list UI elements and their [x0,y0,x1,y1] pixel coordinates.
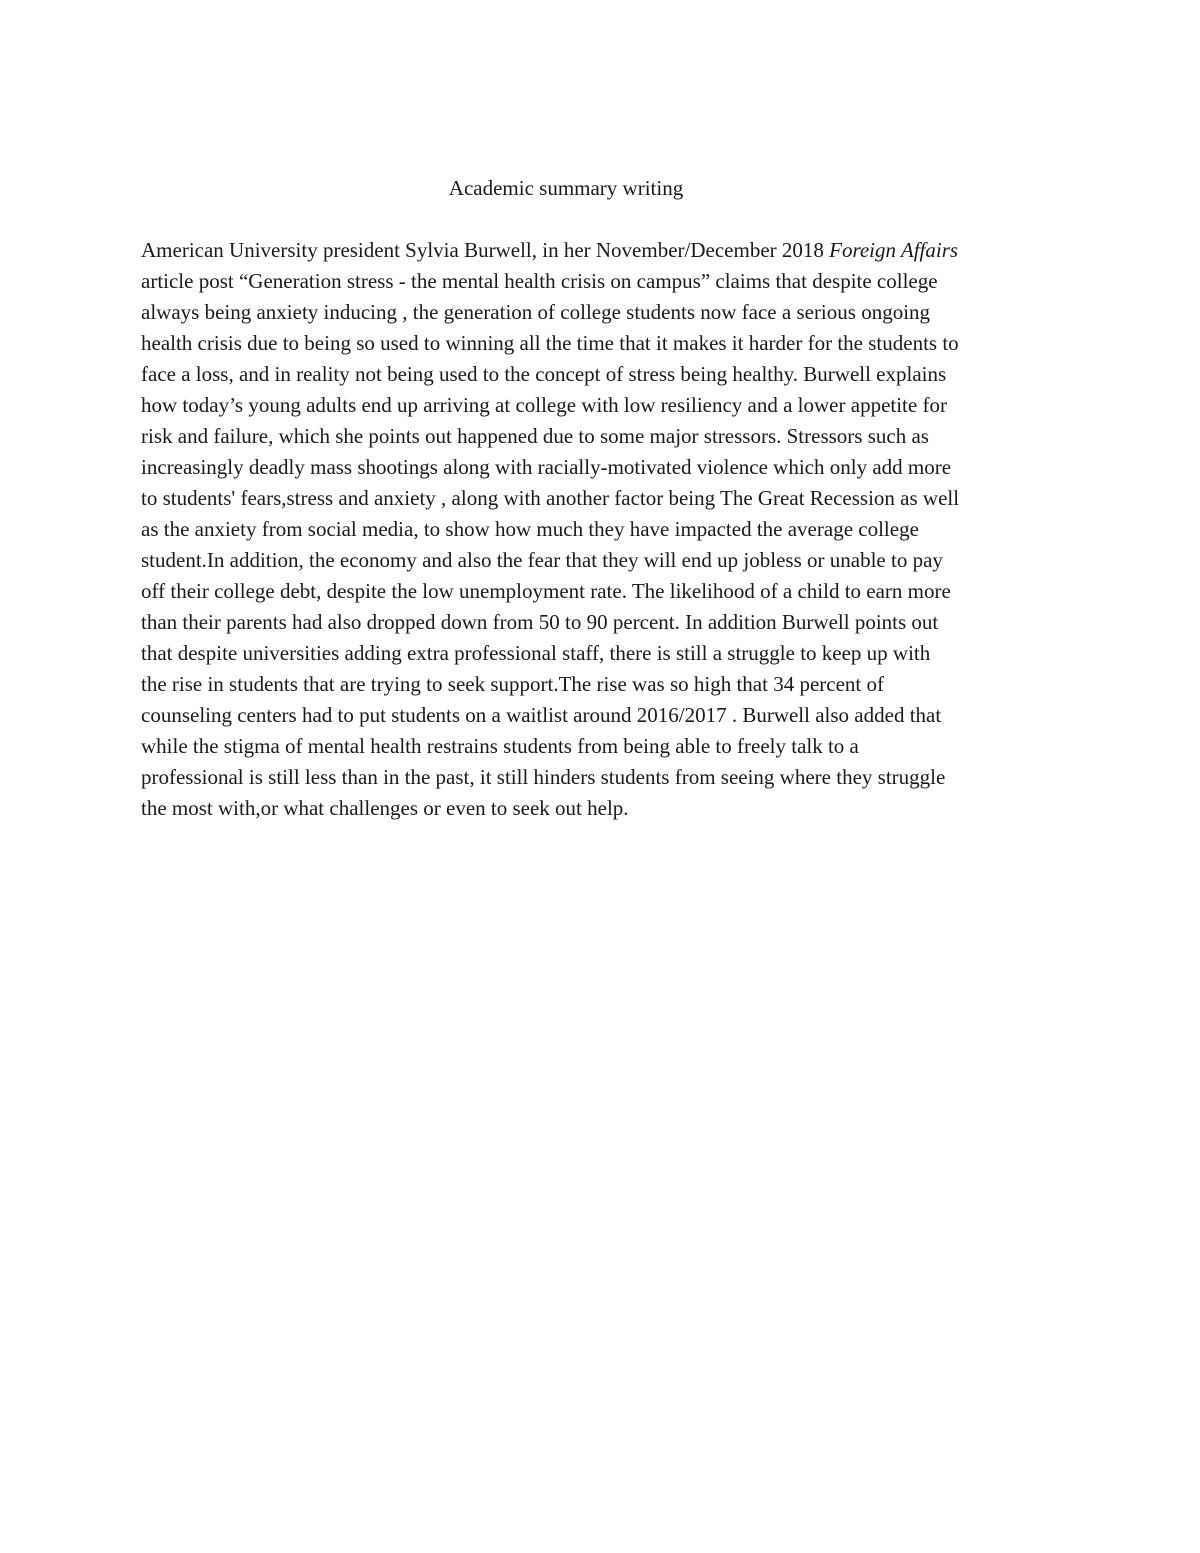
paragraph-line [141,669,1081,700]
document-title: Academic summary writing [448,176,684,200]
paragraph-line [141,452,1081,483]
paragraph-line [141,762,1081,793]
paragraph-line-text: off their college debt, despite the low unemployment rate. The likelihood of a child to earn more [141,579,951,603]
paragraph-line [141,700,1081,731]
paragraph-line-text: while the stigma of mental health restrains students from being able to freely talk to a [141,734,859,758]
paragraph-line [141,390,1081,421]
paragraph-line [141,576,1081,607]
paragraph-line [141,421,1081,452]
paragraph-line-text: increasingly deadly mass shootings along with racially-motivated violence which only add more [141,455,952,479]
paragraph-line-text: American University president Sylvia Burwell, in her November/December 2018 [141,238,830,262]
paragraph-line [141,607,1081,638]
paragraph-line-text: student.In addition, the economy and also the fear that they will end up jobless or unable to pay [141,548,943,572]
paragraph-line-text: professional is still less than in the past, it still hinders students from seeing where they struggle [141,765,946,789]
paragraph-line [141,483,1081,514]
paragraph-line-text: that despite universities adding extra professional staff, there is still a struggle to keep up with [141,641,931,665]
paragraph-line [141,514,1081,545]
paragraph-line [141,731,1081,762]
paragraph-line-text: counseling centers had to put students on a waitlist around 2016/2017 . Burwell also added that [141,703,942,727]
publication-name: Foreign Affairs [829,238,959,262]
paragraph-line [141,359,1081,390]
paragraph-line-text: the most with,or what challenges or even to seek out help. [141,796,629,820]
paragraph-line-text: always being anxiety inducing , the generation of college students now face a serious ongoing [141,300,931,324]
paragraph-line [141,793,1081,824]
paragraph-line [141,328,1081,359]
paragraph-line [141,545,1081,576]
paragraph-line [141,235,1081,266]
paragraph-line [141,266,1081,297]
paragraph-line-text: risk and failure, which she points out happened due to some major stressors. Stressors such as [141,424,929,448]
paragraph-line-text: how today’s young adults end up arriving at college with low resiliency and a lower appetite for [141,393,947,417]
paragraph-line-text: as the anxiety from social media, to show how much they have impacted the average college [141,517,919,541]
paragraph-line-text: to students' fears,stress and anxiety , along with another factor being The Great Recession as well [141,486,960,510]
summary-paragraph [141,235,1081,824]
paragraph-line [141,297,1081,328]
paragraph-line-text: health crisis due to being so used to winning all the time that it makes it harder for the students to [141,331,959,355]
paragraph-line-text: article post “Generation stress - the mental health crisis on campus” claims that despite college [141,269,938,293]
paragraph-line-text: the rise in students that are trying to seek support.The rise was so high that 34 percent of [141,672,884,696]
paragraph-line-text: face a loss, and in reality not being used to the concept of stress being healthy. Burwell explains [141,362,947,386]
paragraph-line [141,638,1081,669]
paragraph-line-text: than their parents had also dropped down from 50 to 90 percent. In addition Burwell points out [141,610,939,634]
